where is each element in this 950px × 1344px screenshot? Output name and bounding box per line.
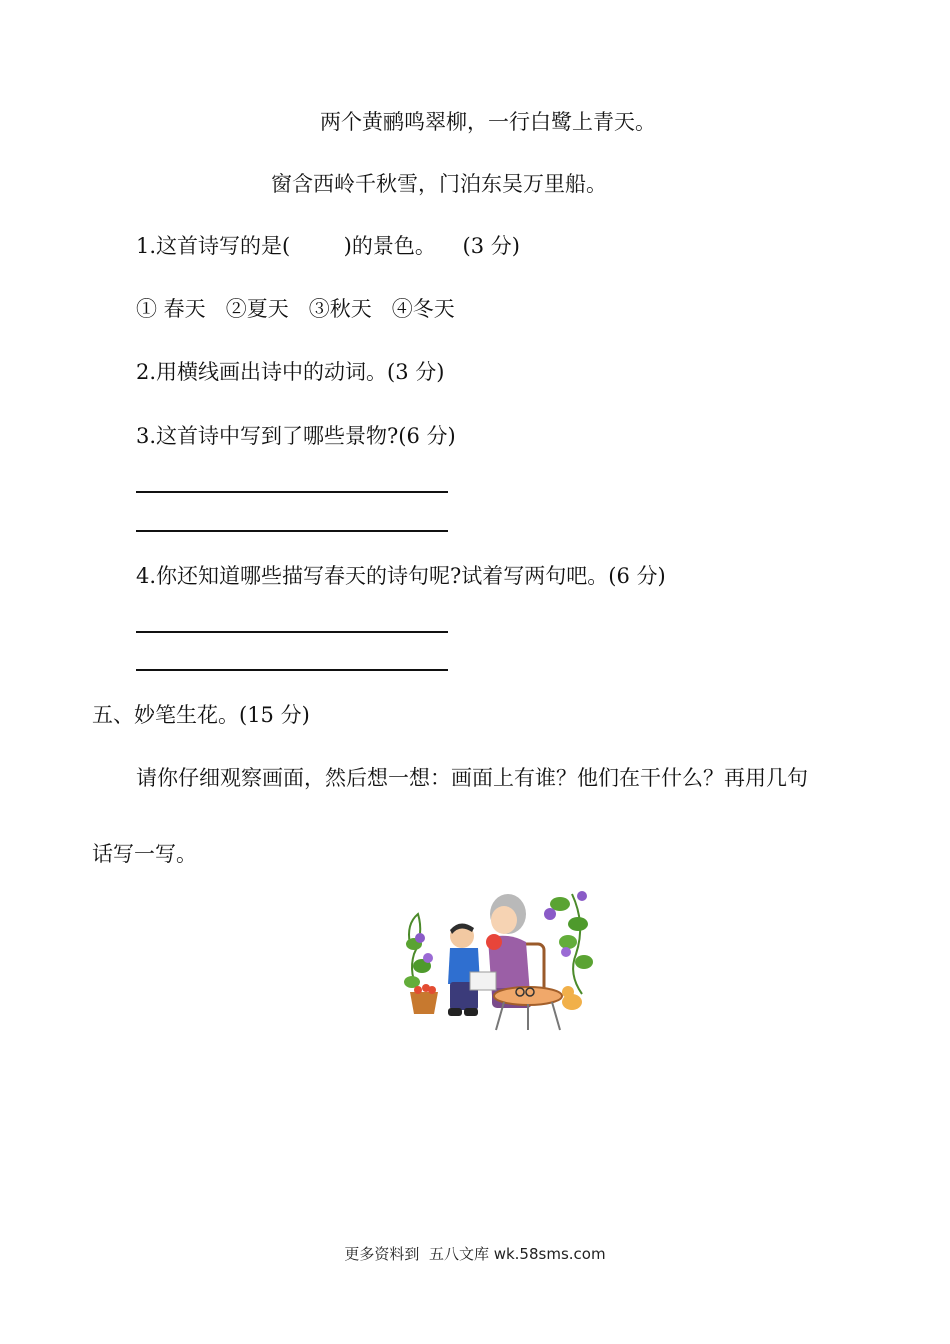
poem-line-2: 窗含西岭千秋雪，门泊东吴万里船。 <box>271 172 607 196</box>
section-5-prompt-line-2: 话写一写。 <box>92 842 197 866</box>
answer-line-q4-2[interactable] <box>136 669 448 671</box>
answer-line-q4-1[interactable] <box>136 631 448 633</box>
question-4: 4.你还知道哪些描写春天的诗句呢?试着写两句吧。(6 分) <box>136 564 666 588</box>
question-2: 2.用横线画出诗中的动词。(3 分) <box>136 360 445 384</box>
answer-line-q3-1[interactable] <box>136 491 448 493</box>
poem-line-1: 两个黄鹂鸣翠柳，一行白鹭上青天。 <box>320 110 656 134</box>
question-3: 3.这首诗中写到了哪些景物?(6 分) <box>136 424 456 448</box>
question-1-options: ① 春天 ②夏天 ③秋天 ④冬天 <box>136 297 455 321</box>
answer-line-q3-2[interactable] <box>136 530 448 532</box>
question-1: 1.这首诗写的是( )的景色。 (3 分) <box>136 234 520 258</box>
grandma-boy-garden-illustration-icon <box>400 884 594 1036</box>
footer-source-text: 更多资料到 五八文库 wk.58sms.com <box>344 1245 606 1263</box>
section-5-title: 五、妙笔生花。(15 分) <box>92 703 310 727</box>
section-5-prompt-line-1: 请你仔细观察画面，然后想一想：画面上有谁？他们在干什么？再用几句 <box>136 766 808 790</box>
